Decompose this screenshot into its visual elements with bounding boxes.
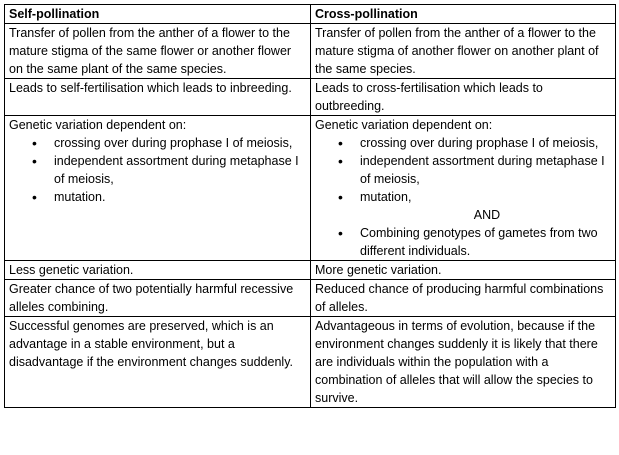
pollination-comparison-table: [4, 4, 616, 408]
cross-extra-list: [315, 224, 611, 260]
cross-variation-intro: Genetic variation dependent on:: [315, 118, 493, 132]
list-item: • mutation,: [360, 188, 611, 206]
self-variation-intro: Genetic variation dependent on:: [9, 118, 187, 132]
cell-cross-genetic-variation: [311, 116, 616, 261]
list-item: • crossing over during prophase I of meiosis,: [360, 134, 611, 152]
table-row: [5, 280, 616, 317]
cell-self-genetic-variation: [5, 116, 311, 261]
cross-variation-list: [315, 134, 611, 206]
cell-self-environment: Successful genomes are preserved, which is an advantage in a stable environment, but a disadvantage if the environment changes suddenly.: [5, 317, 311, 408]
list-item: • independent assortment during metaphase I of meiosis,: [54, 152, 306, 188]
table-row: [5, 261, 616, 280]
self-variation-list: [9, 134, 306, 206]
cell-cross-variation-level: More genetic variation.: [311, 261, 616, 280]
list-item: • mutation.: [54, 188, 306, 206]
table-row: [5, 79, 616, 116]
cell-self-variation-level: Less genetic variation.: [5, 261, 311, 280]
list-item: • Combining genotypes of gametes from two different individuals.: [360, 224, 611, 260]
header-cross-pollination: Cross-pollination: [311, 5, 616, 24]
cell-self-harmful-alleles: Greater chance of two potentially harmful recessive alleles combining.: [5, 280, 311, 317]
table-row: [5, 116, 616, 261]
list-item: • independent assortment during metaphase I of meiosis,: [360, 152, 611, 188]
cell-cross-definition: Transfer of pollen from the anther of a flower to the mature stigma of another flower on another plant of the same species.: [311, 24, 616, 79]
list-item: • crossing over during prophase I of meiosis,: [54, 134, 306, 152]
table-row: [5, 24, 616, 79]
and-connector: AND: [473, 208, 501, 222]
table-row: [5, 317, 616, 408]
cell-cross-harmful-alleles: Reduced chance of producing harmful combinations of alleles.: [311, 280, 616, 317]
cell-self-fertilisation: Leads to self-fertilisation which leads to inbreeding.: [5, 79, 311, 116]
header-self-pollination: Self-pollination: [5, 5, 311, 24]
cell-cross-fertilisation: Leads to cross-fertilisation which leads to outbreeding.: [311, 79, 616, 116]
cell-cross-environment: Advantageous in terms of evolution, because if the environment changes suddenly it is likely that there are individuals within the population with a combination of alleles that will allow the species to survive.: [311, 317, 616, 408]
cell-self-definition: Transfer of pollen from the anther of a flower to the mature stigma of the same flower or another flower on the same plant of the same species.: [5, 24, 311, 79]
comparison-sheet: [4, 4, 615, 452]
header-row: [5, 5, 616, 24]
